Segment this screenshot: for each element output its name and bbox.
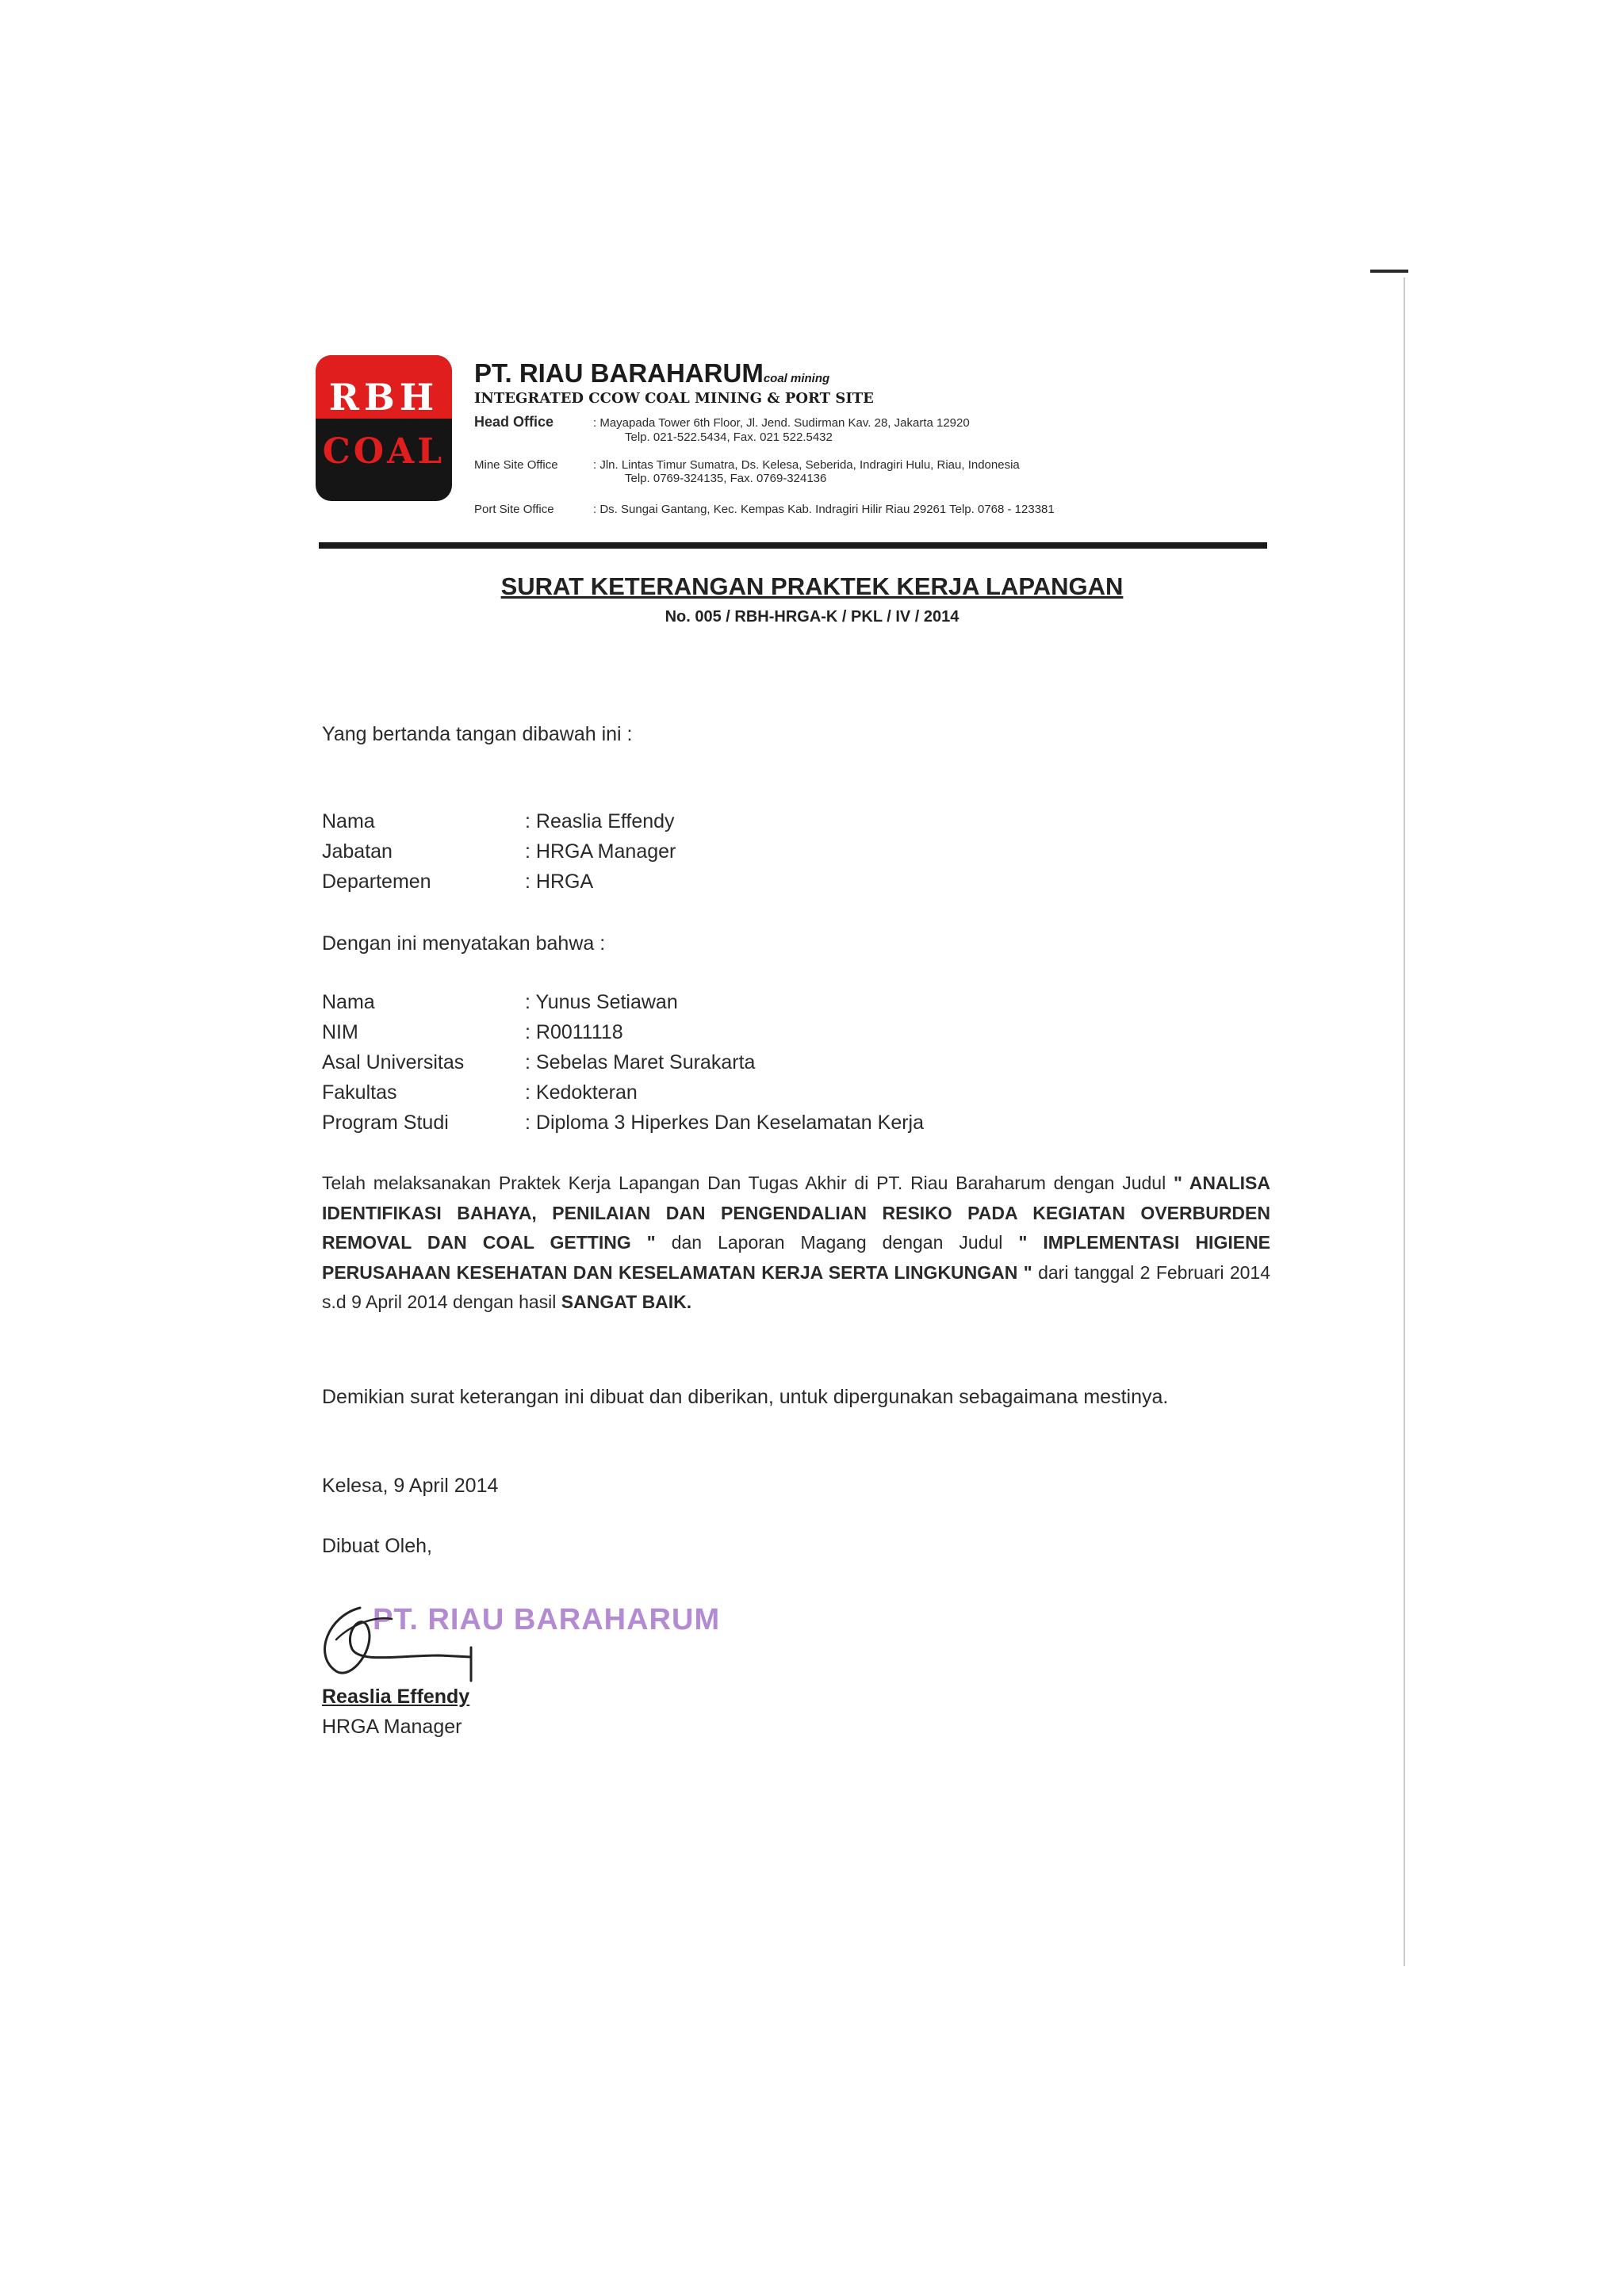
place-date: Kelesa, 9 April 2014 [322, 1475, 499, 1497]
student-field-row [322, 991, 678, 1014]
office-line: Telp. 021-522.5434, Fax. 021 522.5432 [625, 430, 833, 444]
field-value: : Kedokteran [525, 1081, 638, 1104]
field-label: Program Studi [322, 1112, 449, 1134]
student-field-row [322, 1051, 755, 1074]
signer-field-row [322, 840, 676, 863]
field-value: : R0011118 [525, 1021, 623, 1043]
field-label: Nama [322, 991, 375, 1013]
signer-field-row [322, 871, 593, 894]
field-label: NIM [322, 1021, 358, 1043]
closing-text: Demikian surat keterangan ini dibuat dan diberikan, untuk dipergunakan sebagaimana mestinya. [322, 1386, 1169, 1408]
signer-field-row [322, 810, 675, 833]
office-line: : Ds. Sungai Gantang, Kec. Kempas Kab. Indragiri Hilir Riau 29261 Telp. 0768 - 123381 [593, 503, 1055, 516]
company-subtitle: INTEGRATED CCOW COAL MINING & PORT SITE [474, 390, 874, 407]
office-label: Head Office [474, 414, 554, 430]
field-label: Departemen [322, 871, 431, 893]
company-stamp: PT. RIAU BARAHARUM [373, 1603, 721, 1636]
body-text: dari tanggal 2 Februari 2014 s.d 9 April 2014 dengan hasil [322, 1261, 1271, 1312]
head-office-address [474, 414, 970, 444]
office-line: : Mayapada Tower 6th Floor, Jl. Jend. Sudirman Kav. 28, Jakarta 12920 [593, 416, 970, 430]
field-value: : Diploma 3 Hiperkes Dan Keselamatan Kerja [525, 1112, 925, 1134]
body-text: dan Laporan Magang dengan Judul [671, 1232, 1003, 1253]
letter-title: SURAT KETERANGAN PRAKTEK KERJA LAPANGAN [500, 572, 1124, 600]
body-paragraph [322, 1169, 1270, 1318]
letter-number: No. 005 / RBH-HRGA-K / PKL / IV / 2014 [665, 608, 959, 626]
field-label: Nama [322, 810, 375, 832]
intro-text: Yang bertanda tangan dibawah ini : [322, 723, 633, 745]
field-label: Jabatan [322, 840, 393, 863]
company-tagline: coal mining [763, 372, 830, 385]
logo-coal-text: COAL [322, 431, 446, 472]
page-corner-mark [1370, 270, 1408, 273]
company-name [474, 358, 829, 388]
internship-report-title: " IMPLEMENTASI HIGIENE PERUSAHAAN KESEHATAN DAN KESELAMATAN KERJA SERTA LINGKUNGAN " [322, 1232, 1271, 1283]
student-field-row [322, 1081, 638, 1104]
office-line: Telp. 0769-324135, Fax. 0769-324136 [625, 472, 827, 485]
letterhead-divider [319, 542, 1267, 549]
made-by: Dibuat Oleh, [322, 1535, 432, 1557]
company-name-text: PT. RIAU BARAHARUM [474, 358, 764, 388]
signer-name: Reaslia Effendy [322, 1686, 470, 1708]
field-value: : Yunus Setiawan [525, 991, 678, 1013]
field-value: : Reaslia Effendy [525, 810, 675, 832]
office-label: Port Site Office [474, 503, 554, 516]
student-field-row [322, 1021, 623, 1044]
statement-text: Dengan ini menyatakan bahwa : [322, 932, 606, 955]
body-text: Telah melaksanakan Praktek Kerja Lapangan Dan Tugas Akhir di PT. Riau Baraharum dengan Judul [322, 1173, 1166, 1193]
logo-rbh-text: RBH [328, 376, 439, 419]
field-value: : HRGA Manager [525, 840, 676, 863]
office-label: Mine Site Office [474, 458, 558, 472]
field-label: Asal Universitas [322, 1051, 465, 1073]
port-site-office-address [474, 503, 1055, 516]
mine-site-office-address [474, 458, 1020, 485]
signature [304, 1592, 495, 1687]
office-line: : Jln. Lintas Timur Sumatra, Ds. Kelesa, Seberida, Indragiri Hulu, Riau, Indonesia [593, 458, 1020, 472]
scan-edge-line [1404, 277, 1405, 1966]
signer-title: HRGA Manager [322, 1716, 462, 1738]
field-label: Fakultas [322, 1081, 397, 1104]
field-value: : Sebelas Maret Surakarta [525, 1051, 756, 1073]
student-field-row [322, 1112, 924, 1135]
company-logo [316, 355, 452, 501]
result-text: SANGAT BAIK. [561, 1292, 692, 1312]
thesis-title: " ANALISA IDENTIFIKASI BAHAYA, PENILAIAN DAN PENGENDALIAN RESIKO PADA KEGIATAN OVERBURDEN REMOVAL DAN COAL GETTING " [322, 1173, 1271, 1253]
field-value: : HRGA [525, 871, 594, 893]
